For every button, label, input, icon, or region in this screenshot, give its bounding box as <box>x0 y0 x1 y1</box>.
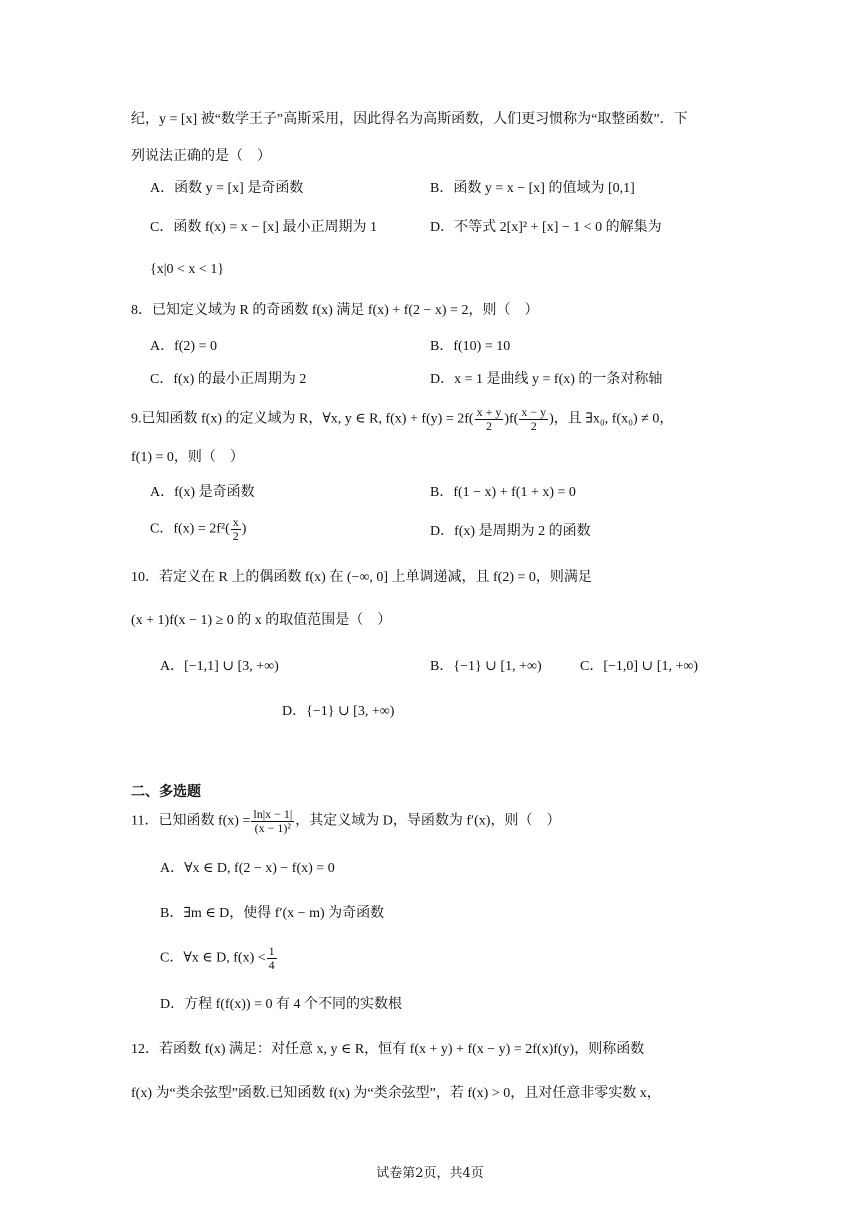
q11-fraction-num: ln|x − 1| <box>253 807 293 821</box>
q11-option-d: D．方程 f(f(x)) = 0 有 4 个不同的实数根 <box>160 997 402 1012</box>
q11-fraction-den: (x − 1)² <box>254 820 291 835</box>
q11-fraction <box>251 808 294 834</box>
q7-stem-line2: 列说法正确的是（ ） <box>131 148 271 164</box>
q9-option-c-pre: C．f(x) = 2f²( <box>150 521 230 537</box>
q12-stem-line1: 12．若函数 f(x) 满足：对任意 x, y ∈ R，恒有 f(x + y) + f(x − y) = 2f(x)f(y)，则称函数 <box>131 1042 645 1057</box>
q9-option-c-post: ) <box>241 521 247 537</box>
q9-stem-post: )，且 ∃x₀, f(x₀) ≠ 0， <box>549 411 674 427</box>
page-footer: 试卷第2页，共4页 <box>376 1166 484 1181</box>
q11-option-c-pre: C．∀x ∈ D, f(x) < <box>160 950 266 966</box>
q11-stem-pre: 11．已知函数 f(x) = <box>131 813 251 829</box>
q11-stem-post: ，其定义域为 D，导函数为 f′(x)，则（ ） <box>295 813 561 829</box>
q8-option-d: D．x = 1 是曲线 y = f(x) 的一条对称轴 <box>430 372 663 387</box>
q11-option-b: B．∃m ∈ D，使得 f′(x − m) 为奇函数 <box>160 906 385 921</box>
q9-fraction-2-den: 2 <box>530 418 537 433</box>
q9-fraction-2-num: x − y <box>521 405 547 419</box>
q8-option-c: C．f(x) 的最小正周期为 2 <box>150 372 307 387</box>
q8-stem: 8．已知定义域为 R 的奇函数 f(x) 满足 f(x) + f(2 − x) = 2，则（ ） <box>131 303 539 318</box>
q7-option-c: C．函数 f(x) = x − [x] 最小正周期为 1 <box>150 220 377 235</box>
q9-option-c-num: x <box>232 515 239 529</box>
q9-fraction-2 <box>519 406 548 432</box>
q10-option-b: B．{−1} ∪ [1, +∞) <box>430 659 542 674</box>
q10-stem-line1: 10．若定义在 R 上的偶函数 f(x) 在 (−∞, 0] 上单调递减，且 f(2) = 0，则满足 <box>131 570 592 585</box>
q11-option-c-den: 4 <box>268 957 275 972</box>
section-title-multiple-choice: 二、多选题 <box>131 784 201 800</box>
q9-option-c-fraction <box>231 516 241 542</box>
q7-stem-line1: 纪，y = [x] 被“数学王子”高斯采用，因此得名为高斯函数，人们更习惯称为“取整函数”．下 <box>131 112 688 127</box>
q9-stem-pre: 9.已知函数 f(x) 的定义域为 R，∀x, y ∈ R, f(x) + f(y) = 2f( <box>131 411 474 427</box>
q11-option-c <box>160 945 278 971</box>
q9-option-c-den: 2 <box>232 528 239 543</box>
q9-option-c <box>150 516 246 542</box>
q9-option-a: A．f(x) 是奇函数 <box>150 485 255 500</box>
q11-option-c-num: 1 <box>268 944 275 958</box>
q12-stem-line2: f(x) 为“类余弦型”函数.已知函数 f(x) 为“类余弦型”，若 f(x) > 0，且对任意非零实数 x， <box>131 1086 661 1101</box>
q11-stem <box>131 808 560 834</box>
q10-option-a: A．[−1,1] ∪ [3, +∞) <box>160 659 279 674</box>
q10-stem-line2: (x + 1)f(x − 1) ≥ 0 的 x 的取值范围是（ ） <box>131 613 392 628</box>
q8-option-b: B．f(10) = 10 <box>430 339 511 354</box>
q8-option-a: A．f(2) = 0 <box>150 339 217 354</box>
q9-stem-line2: f(1) = 0，则（ ） <box>131 450 244 465</box>
q9-option-d: D．f(x) 是周期为 2 的函数 <box>430 524 591 539</box>
q9-fraction-1 <box>475 406 504 432</box>
q7-option-d-set: {x|0 < x < 1} <box>150 262 225 277</box>
q9-stem-line1 <box>131 406 673 432</box>
q11-option-c-fraction <box>267 945 277 971</box>
q9-stem-mid: )f( <box>504 411 519 427</box>
q11-option-a: A．∀x ∈ D, f(2 − x) − f(x) = 0 <box>160 861 335 876</box>
q10-option-c: C．[−1,0] ∪ [1, +∞) <box>580 659 698 674</box>
q10-option-d: D．{−1} ∪ [3, +∞) <box>282 704 395 719</box>
q9-fraction-1-den: 2 <box>485 418 492 433</box>
q9-fraction-1-num: x + y <box>476 405 502 419</box>
q9-option-b: B．f(1 − x) + f(1 + x) = 0 <box>430 485 576 500</box>
q7-option-d: D．不等式 2[x]² + [x] − 1 < 0 的解集为 <box>430 220 662 235</box>
q7-option-a: A．函数 y = [x] 是奇函数 <box>150 181 304 196</box>
q7-option-b: B．函数 y = x − [x] 的值域为 [0,1] <box>430 181 635 196</box>
